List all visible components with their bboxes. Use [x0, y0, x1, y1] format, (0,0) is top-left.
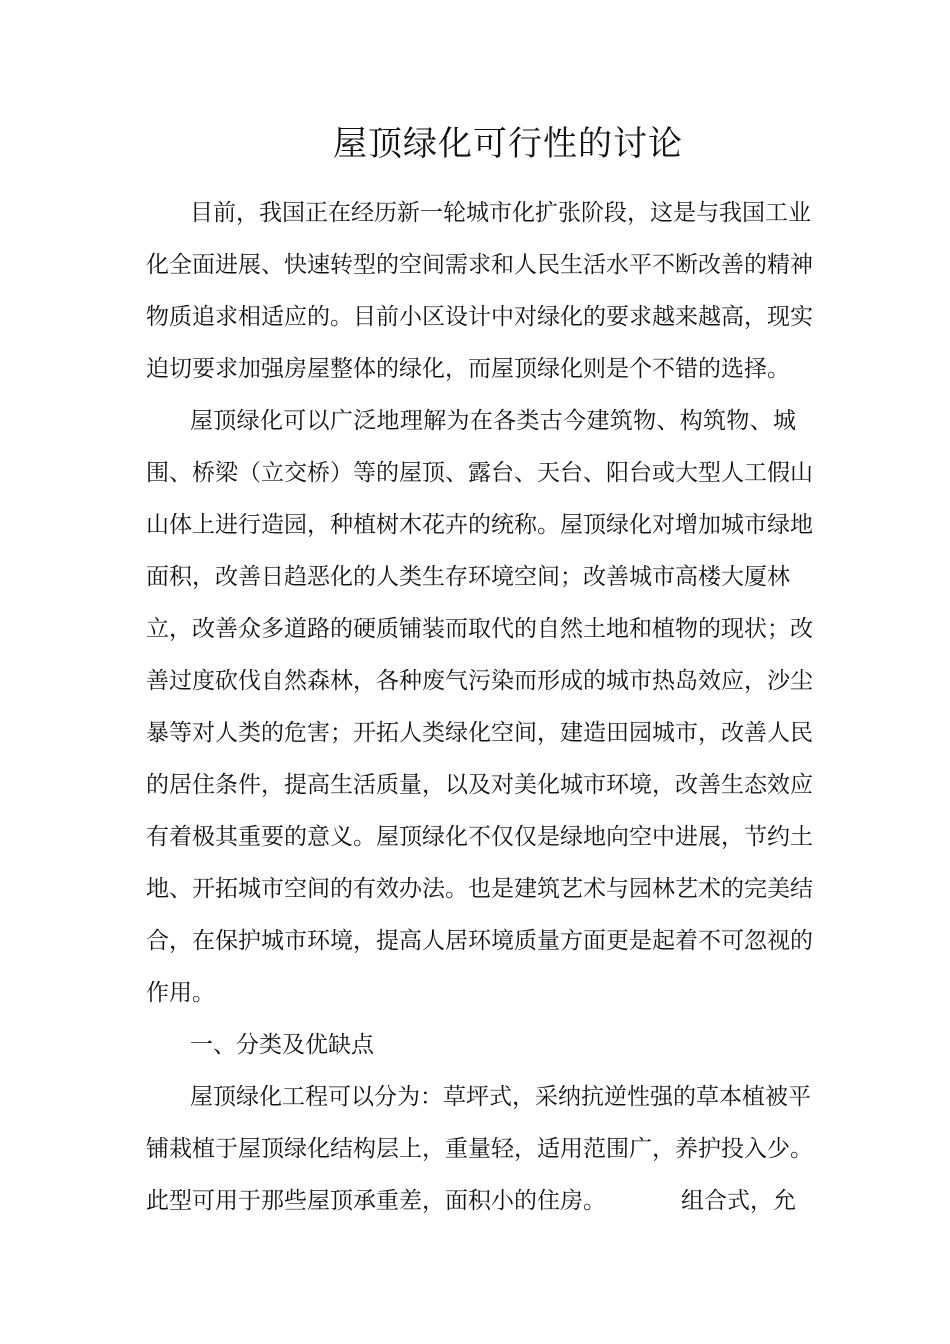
paragraph-line: 物质追求相适应的。目前小区设计中对绿化的要求越来越高，现实 — [146, 304, 813, 330]
paragraph-line: 山体上进行造园，种植树木花卉的统称。屋顶绿化对增加城市绿地 — [146, 512, 813, 538]
paragraph-line: 的居住条件，提高生活质量，以及对美化城市环境，改善生态效应 — [146, 772, 813, 798]
paragraph-line: 暴等对人类的危害；开拓人类绿化空间，建造田园城市，改善人民 — [146, 720, 813, 746]
section-heading: 一、分类及优缺点 — [190, 1032, 374, 1058]
paragraph-line: 合，在保护城市环境，提高人居环境质量方面更是起着不可忽视的 — [146, 928, 813, 954]
paragraph-line: 目前，我国正在经历新一轮城市化扩张阶段，这是与我国工业 — [190, 200, 811, 226]
paragraph-line: 屋顶绿化可以广泛地理解为在各类古今建筑物、构筑物、城 — [190, 408, 796, 434]
paragraph-line: 善过度砍伐自然森林，各种废气污染而形成的城市热岛效应，沙尘 — [146, 668, 813, 694]
line-right-text: 组合式，允 — [681, 1188, 796, 1214]
paragraph-line: 立，改善众多道路的硬质铺装而取代的自然土地和植物的现状；改 — [146, 616, 813, 642]
paragraph-line: 围、桥梁（立交桥）等的屋顶、露台、天台、阳台或大型人工假山 — [146, 460, 813, 486]
paragraph-line: 屋顶绿化工程可以分为：草坪式，采纳抗逆性强的草本植被平 — [190, 1084, 811, 1110]
line-left-text: 此型可用于那些屋顶承重差，面积小的住房。 — [146, 1188, 606, 1214]
document-title: 屋顶绿化可行性的讨论 — [333, 124, 683, 164]
paragraph-line: 迫切要求加强房屋整体的绿化，而屋顶绿化则是个不错的选择。 — [146, 356, 790, 382]
paragraph-line: 有着极其重要的意义。屋顶绿化不仅仅是绿地向空中进展，节约土 — [146, 824, 813, 850]
paragraph-line: 地、开拓城市空间的有效办法。也是建筑艺术与园林艺术的完美结 — [146, 876, 813, 902]
paragraph-line: 面积，改善日趋恶化的人类生存环境空间；改善城市高楼大厦林 — [146, 564, 790, 590]
paragraph-line: 铺栽植于屋顶绿化结构层上，重量轻，适用范围广，养护投入少。 — [146, 1136, 813, 1162]
paragraph-line: 作用。 — [146, 980, 215, 1006]
paragraph-line-split — [146, 1181, 796, 1221]
paragraph-line: 化全面进展、快速转型的空间需求和人民生活水平不断改善的精神 — [146, 252, 813, 278]
